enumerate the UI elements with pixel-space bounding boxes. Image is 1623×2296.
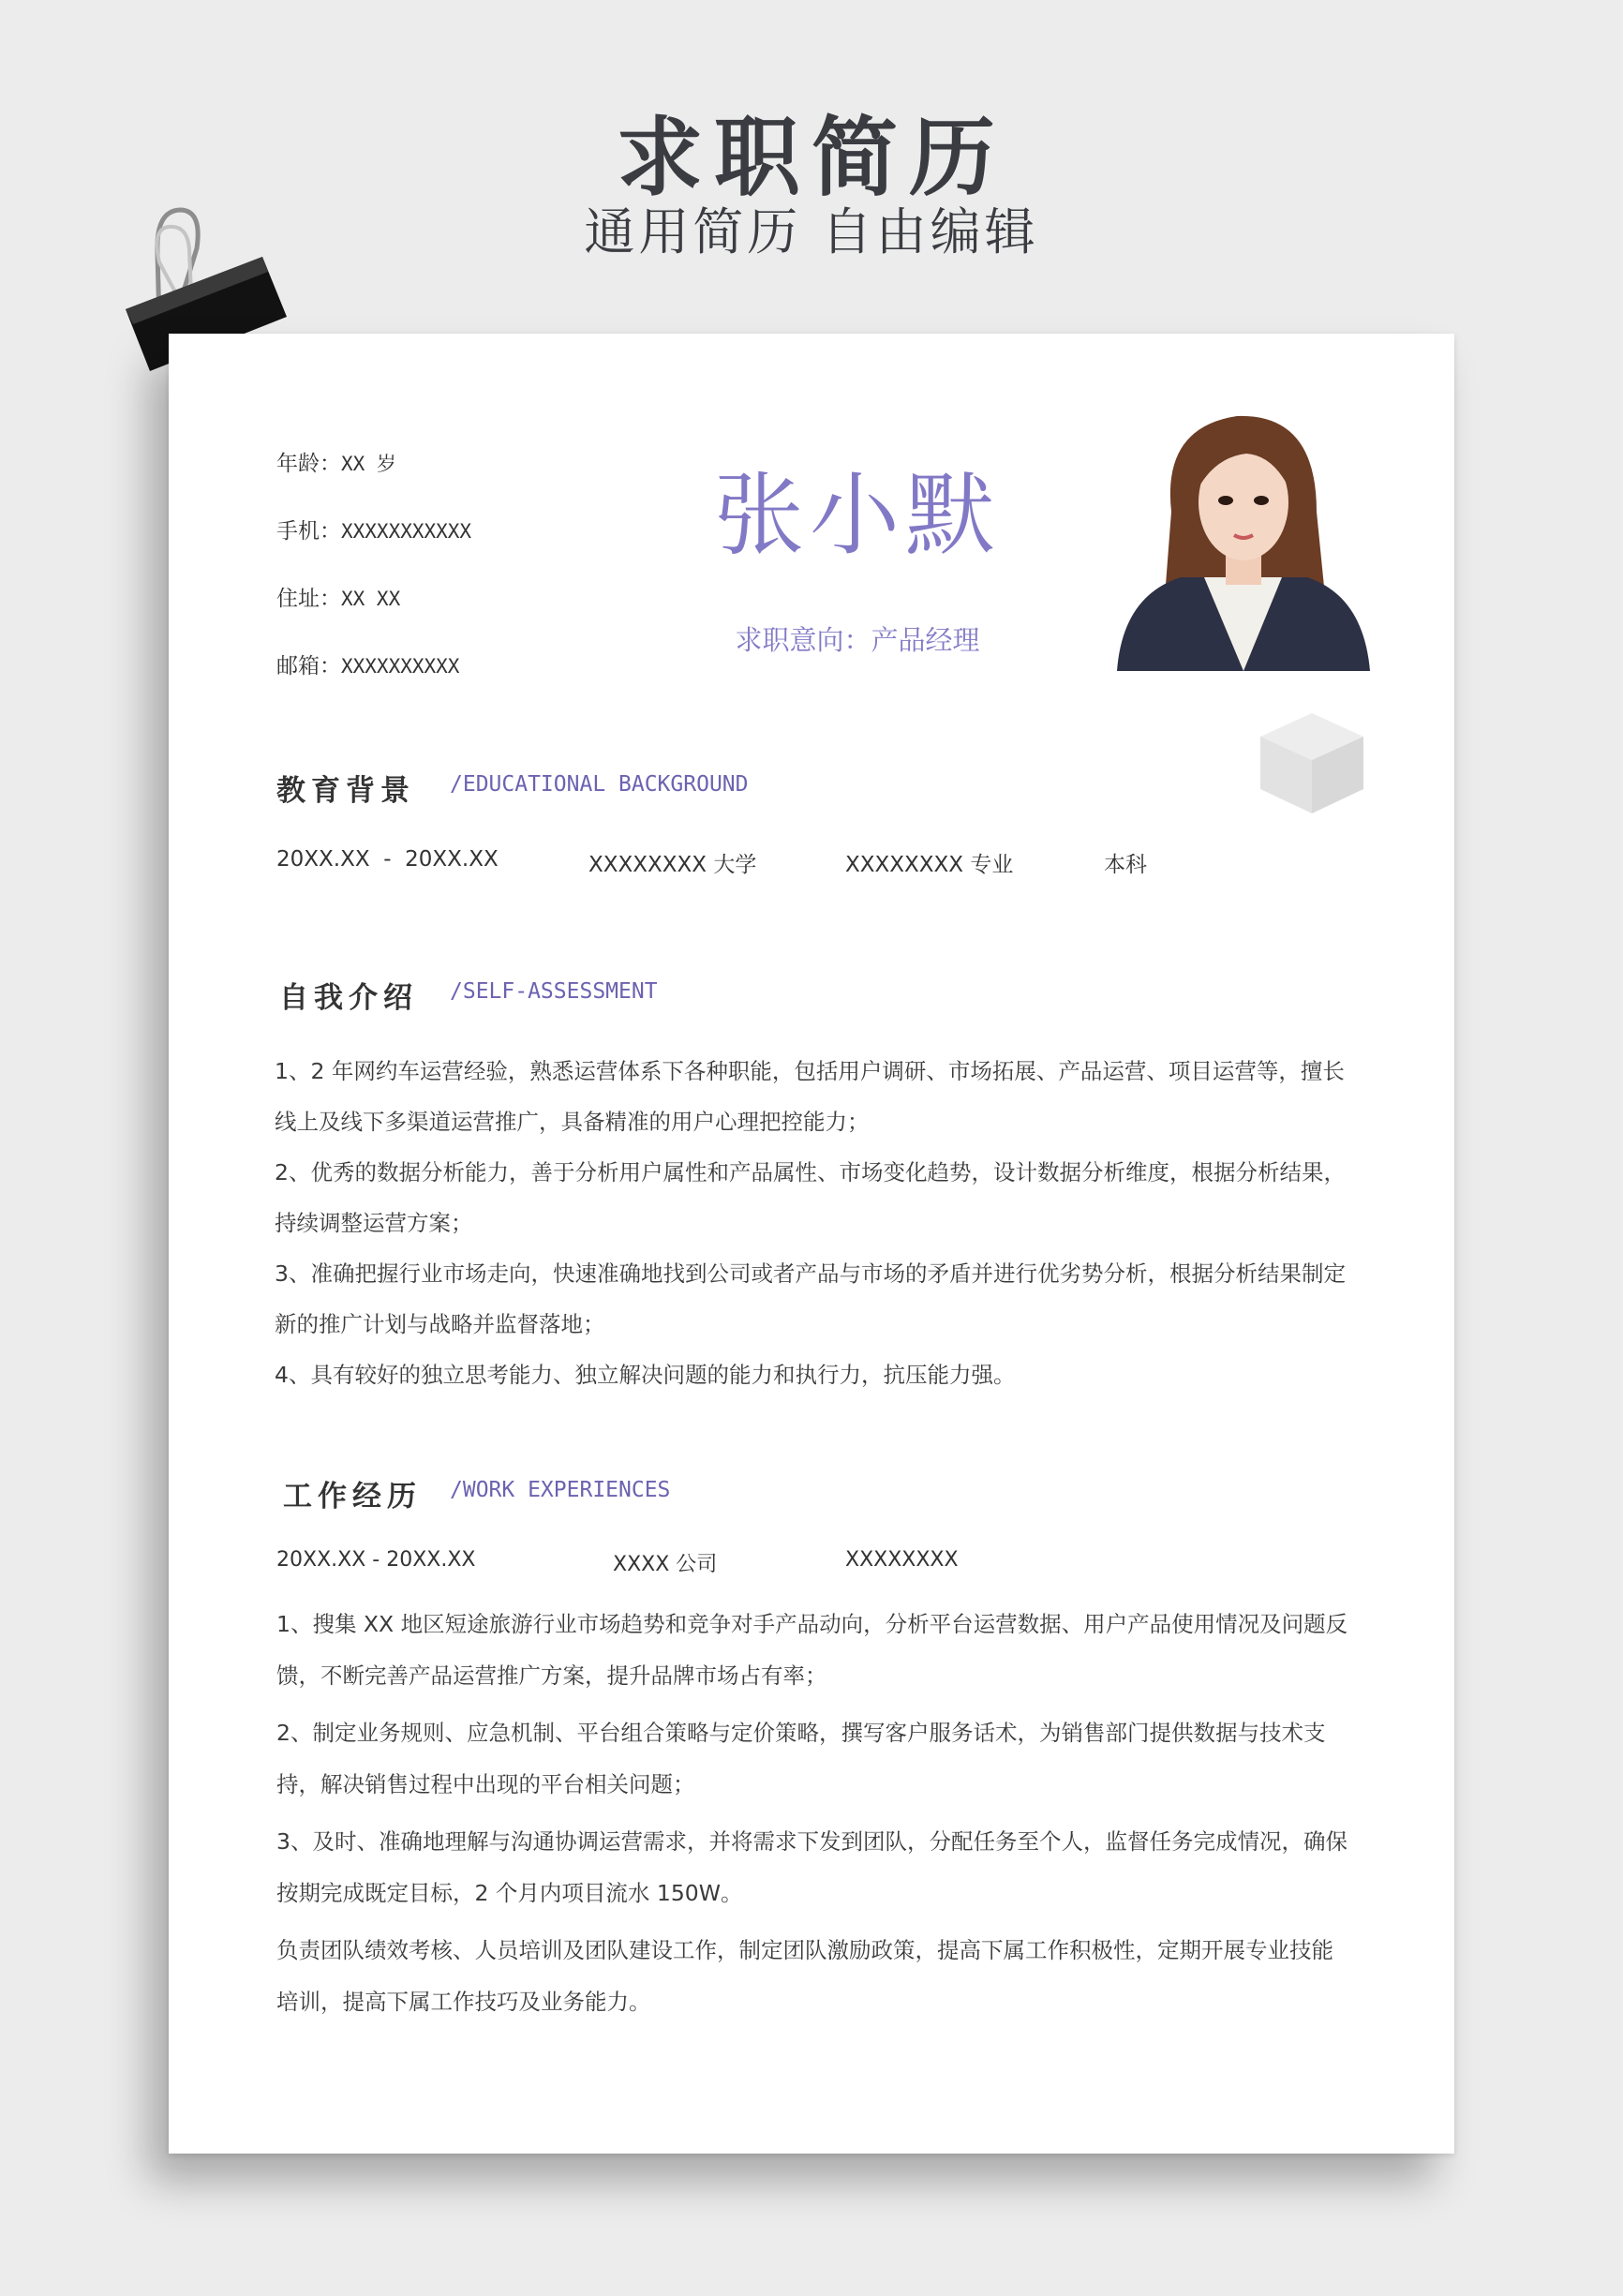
work-company: XXXX 公司 xyxy=(613,1553,718,1576)
job-intent: 求职意向：产品经理 xyxy=(735,624,980,656)
work-period: 20XX.XX - 20XX.XX xyxy=(276,1548,476,1572)
list-item: 2、制定业务规则、应急机制、平台组合策略与定价策略，撰写客户服务话术，为销售部门提供数据与技术支持，解决销售过程中出现的平台相关问题； xyxy=(276,1720,1326,1797)
self-assessment-list xyxy=(275,1046,1352,1400)
candidate-name: 张小默 xyxy=(714,463,1001,568)
info-email-value: XXXXXXXXXX xyxy=(341,655,460,678)
self-assessment-title-en: /SELF-ASSESSMENT xyxy=(450,979,658,1004)
info-address xyxy=(276,581,400,612)
info-phone xyxy=(276,514,471,544)
resume-sheet xyxy=(169,334,1454,2154)
list-item: 3、准确把握行业市场走向，快速准确地找到公司或者产品与市场的矛盾并进行优劣势分析，根据分析结果制定新的推广计划与战略并监督落地； xyxy=(275,1260,1346,1337)
list-item: 4、具有较好的独立思考能力、独立解决问题的能力和执行力，抗压能力强。 xyxy=(275,1362,1016,1388)
info-email xyxy=(276,649,459,679)
self-assessment-title: 自我介绍 xyxy=(279,981,418,1015)
info-phone-label: 手机： xyxy=(276,519,341,544)
info-age-value: XX 岁 xyxy=(341,453,396,475)
info-age xyxy=(276,446,396,477)
promo-subtitle: 通用简历 自由编辑 xyxy=(584,202,1039,261)
avatar xyxy=(1115,399,1373,671)
info-phone-value: XXXXXXXXXXX xyxy=(341,520,472,543)
education-degree: 本科 xyxy=(1104,853,1147,877)
info-age-label: 年龄： xyxy=(276,452,341,476)
list-item: 1、2 年网约车运营经验，熟悉运营体系下各种职能，包括用户调研、市场拓展、产品运营、项目运营等，擅长线上及线下多渠道运营推广，具备精准的用户心理把控能力； xyxy=(275,1058,1345,1135)
education-period: 20XX.XX - 20XX.XX xyxy=(276,847,499,872)
work-duty-list xyxy=(276,1599,1354,2028)
education-title-en: /EDUCATIONAL BACKGROUND xyxy=(450,772,749,797)
list-item: 1、搜集 XX 地区短途旅游行业市场趋势和竞争对手产品动向，分析平台运营数据、用户产品使用情况及问题反馈，不断完善产品运营推广方案，提升品牌市场占有率； xyxy=(276,1611,1348,1689)
work-title: 工作经历 xyxy=(283,1480,422,1513)
info-email-label: 邮箱： xyxy=(276,654,341,678)
info-address-value: XX XX xyxy=(341,588,401,610)
education-school: XXXXXXXX 大学 xyxy=(588,853,757,877)
work-position: XXXXXXXX xyxy=(845,1548,959,1572)
list-item: 负责团队绩效考核、人员培训及团队建设工作，制定团队激励政策，提高下属工作积极性，定期开展专业技能培训，提高下属工作技巧及业务能力。 xyxy=(276,1937,1333,2015)
promo-title: 求职简历 xyxy=(616,108,1006,208)
education-title: 教育背景 xyxy=(276,774,415,808)
info-address-label: 住址： xyxy=(276,587,341,611)
education-major: XXXXXXXX 专业 xyxy=(845,853,1014,877)
list-item: 2、优秀的数据分析能力，善于分析用户属性和产品属性、市场变化趋势，设计数据分析维度，根据分析结果，持续调整运营方案； xyxy=(275,1159,1346,1236)
cube-watermark-icon xyxy=(1256,708,1368,816)
list-item: 3、及时、准确地理解与沟通协调运营需求，并将需求下发到团队，分配任务至个人，监督任务完成情况，确保按期完成既定目标，2 个月内项目流水 150W。 xyxy=(276,1828,1348,1906)
work-title-en: /WORK EXPERIENCES xyxy=(450,1478,671,1502)
